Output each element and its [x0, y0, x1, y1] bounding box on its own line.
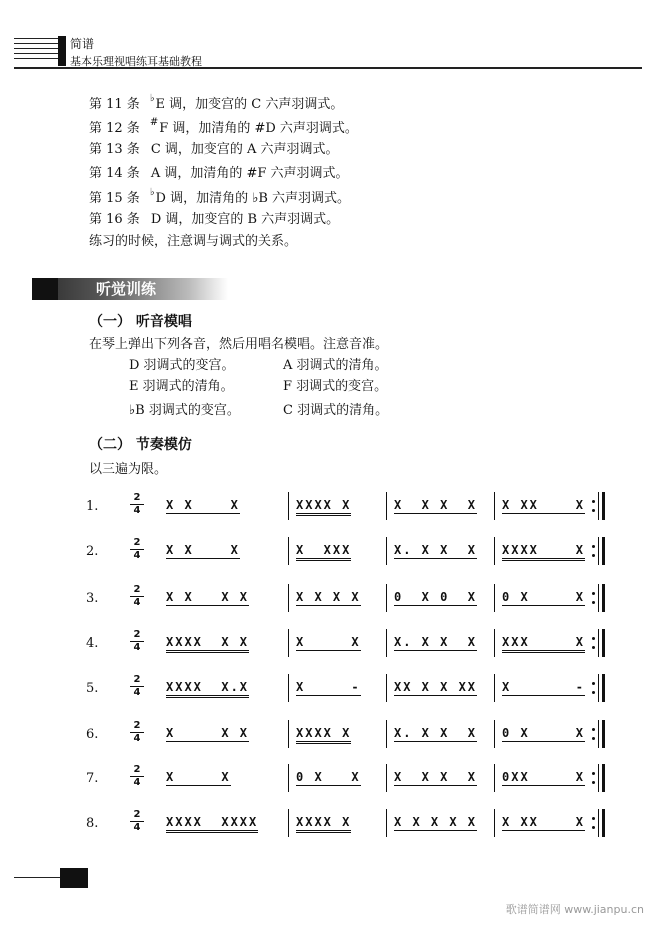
- exercise-11: 第 11 条 ♭E 调，加变宫的 C 六声羽调式。: [89, 93, 344, 112]
- time-signature-top: 2: [133, 809, 141, 820]
- rhythm-measure-notes: X X X X: [166, 590, 250, 604]
- repeat-end-barline: [598, 674, 606, 702]
- rhythm-measure: [296, 680, 361, 694]
- barline: [386, 764, 387, 792]
- rhythm-measure: [502, 770, 585, 784]
- rhythm-measure: [502, 543, 585, 557]
- rhythm-measure: [394, 770, 477, 784]
- repeat-end-barline: [598, 809, 606, 837]
- rhythm-measure: [394, 680, 477, 694]
- rhythm-measure: [166, 635, 249, 649]
- rhythm-measure-notes: 0 X 0 X: [394, 590, 478, 604]
- rhythm-measure-notes: XXXX XXXX: [166, 815, 258, 833]
- time-signature-bottom: 4: [133, 822, 141, 833]
- rhythm-measure: [502, 635, 585, 649]
- barline: [386, 537, 387, 565]
- rhythm-measure-notes: X X: [296, 635, 361, 649]
- barline: [288, 674, 289, 702]
- time-signature-bottom: 4: [133, 505, 141, 516]
- rhythm-measure: [166, 590, 249, 604]
- part1-heading: （一） 听音模唱: [89, 314, 192, 330]
- rhythm-measure: [394, 815, 477, 829]
- rhythm-measure-notes: X X X X: [296, 590, 361, 604]
- time-signature-top: 2: [133, 584, 141, 595]
- header-block: [58, 36, 66, 66]
- rhythm-measure-notes: XXXX X.X: [166, 680, 249, 698]
- rhythm-measure: [296, 498, 351, 512]
- rhythm-measure: [394, 543, 477, 557]
- rhythm-measure-notes: XXXX X X: [166, 635, 249, 653]
- rhythm-measure-notes: X X X: [166, 543, 240, 557]
- footer-rule: [14, 877, 60, 878]
- rhythm-measure: [166, 726, 249, 740]
- rhythm-measure-notes: X. X X X: [394, 726, 478, 740]
- time-signature-bottom: 4: [133, 642, 141, 653]
- rhythm-measure-notes: 0 X X: [502, 590, 586, 604]
- header-decoration: [14, 38, 58, 63]
- repeat-end-barline: [598, 584, 606, 612]
- rhythm-measure: [502, 498, 585, 512]
- rhythm-row-number: 6.: [86, 727, 99, 742]
- rhythm-measure: [166, 498, 240, 512]
- rhythm-measure-notes: X X X X X: [394, 815, 478, 829]
- repeat-end-barline: [598, 629, 606, 657]
- rhythm-row-number: 3.: [86, 591, 99, 606]
- rhythm-measure: [296, 815, 351, 829]
- barline: [494, 584, 495, 612]
- rhythm-measure-notes: X -: [502, 680, 586, 694]
- repeat-end-barline: [598, 492, 606, 520]
- rhythm-row-number: 8.: [86, 816, 99, 831]
- rhythm-row-number: 4.: [86, 636, 99, 651]
- rhythm-measure-notes: 0 X X: [296, 770, 361, 784]
- time-signature-top: 2: [133, 492, 141, 503]
- barline: [288, 720, 289, 748]
- part2-heading: （二） 节奏模仿: [89, 437, 192, 453]
- barline: [386, 629, 387, 657]
- watermark: 歌谱简谱网 www.jianpu.cn: [505, 903, 644, 916]
- time-signature: [130, 538, 144, 561]
- repeat-end-barline: [598, 764, 606, 792]
- part1-item: ♭B 羽调式的变宫。: [129, 403, 240, 418]
- rhythm-row-number: 5.: [86, 681, 99, 696]
- time-signature: [130, 721, 144, 744]
- footer-block: [60, 868, 88, 888]
- time-signature-top: 2: [133, 764, 141, 775]
- rhythm-measure: [296, 543, 351, 557]
- time-signature: [130, 810, 144, 833]
- time-signature-bottom: 4: [133, 733, 141, 744]
- rhythm-measure-notes: XXXX X: [296, 498, 351, 516]
- barline: [386, 720, 387, 748]
- time-signature-bottom: 4: [133, 777, 141, 788]
- barline: [494, 764, 495, 792]
- time-signature-bottom: 4: [133, 550, 141, 561]
- rhythm-row-number: 1.: [86, 499, 99, 514]
- header-title: 简谱: [70, 37, 95, 51]
- rhythm-measure: [502, 815, 585, 829]
- time-signature-bottom: 4: [133, 597, 141, 608]
- part2-instruction: 以三遍为限。: [89, 462, 168, 477]
- rhythm-measure-notes: X XX X: [502, 498, 586, 512]
- time-signature-top: 2: [133, 537, 141, 548]
- rhythm-measure-notes: X. X X X: [394, 635, 478, 649]
- time-signature: [130, 765, 144, 788]
- rhythm-measure: [166, 770, 231, 784]
- barline: [288, 537, 289, 565]
- barline: [494, 492, 495, 520]
- rhythm-measure: [166, 680, 249, 694]
- part1-item: A 羽调式的清角。: [283, 358, 388, 373]
- rhythm-measure-notes: XXXX X: [296, 726, 351, 744]
- time-signature-top: 2: [133, 720, 141, 731]
- rhythm-measure-notes: XXXX X: [296, 815, 351, 833]
- barline: [288, 584, 289, 612]
- rhythm-measure-notes: X X: [166, 770, 231, 784]
- part1-item: C 羽调式的清角。: [283, 403, 389, 418]
- rhythm-row-number: 7.: [86, 771, 99, 786]
- rhythm-measure-notes: 0XX X: [502, 770, 586, 784]
- section-title: 听觉训练: [96, 280, 157, 298]
- barline: [386, 584, 387, 612]
- part1-item: E 羽调式的清角。: [129, 379, 234, 394]
- header-subtitle: 基本乐理视唱练耳基础教程: [70, 55, 202, 68]
- barline: [494, 674, 495, 702]
- practice-note: 练习的时候，注意调与调式的关系。: [89, 234, 298, 249]
- barline: [386, 674, 387, 702]
- rhythm-measure-notes: X X X: [166, 726, 250, 740]
- section-banner-mark: [32, 278, 58, 300]
- time-signature: [130, 675, 144, 698]
- time-signature: [130, 493, 144, 516]
- rhythm-measure: [166, 815, 258, 829]
- rhythm-measure: [296, 726, 351, 740]
- part1-item: D 羽调式的变宫。: [129, 358, 235, 373]
- barline: [288, 629, 289, 657]
- time-signature-top: 2: [133, 629, 141, 640]
- repeat-end-barline: [598, 720, 606, 748]
- rhythm-measure-notes: X. X X X: [394, 543, 478, 557]
- barline: [386, 809, 387, 837]
- barline: [288, 492, 289, 520]
- exercise-12: 第 12 条 #F 调，加清角的 #D 六声羽调式。: [89, 117, 358, 136]
- exercise-16: 第 16 条 D 调，加变宫的 B 六声羽调式。: [89, 212, 340, 227]
- rhythm-measure-notes: X X X X: [394, 770, 478, 784]
- rhythm-measure-notes: X X X: [166, 498, 240, 512]
- time-signature: [130, 585, 144, 608]
- part1-instruction: 在琴上弹出下列各音，然后用唱名模唱。注意音准。: [89, 337, 389, 352]
- rhythm-measure: [296, 635, 361, 649]
- rhythm-measure-notes: XX X X XX: [394, 680, 478, 694]
- exercise-15: 第 15 条 ♭D 调，加清角的 ♭B 六声羽调式。: [89, 187, 351, 206]
- rhythm-measure-notes: XXXX X: [502, 543, 585, 561]
- rhythm-measure: [166, 543, 240, 557]
- barline: [494, 537, 495, 565]
- barline: [386, 492, 387, 520]
- rhythm-measure: [502, 590, 585, 604]
- rhythm-measure: [394, 635, 477, 649]
- barline: [494, 629, 495, 657]
- rhythm-measure-notes: X XX X: [502, 815, 586, 829]
- barline: [288, 809, 289, 837]
- rhythm-row-number: 2.: [86, 544, 99, 559]
- rhythm-measure-notes: X X X X: [394, 498, 478, 512]
- rhythm-measure: [502, 680, 585, 694]
- rhythm-measure-notes: X XXX: [296, 543, 351, 561]
- barline: [494, 809, 495, 837]
- time-signature-bottom: 4: [133, 687, 141, 698]
- rhythm-measure-notes: 0 X X: [502, 726, 586, 740]
- time-signature: [130, 630, 144, 653]
- rhythm-measure: [394, 590, 477, 604]
- rhythm-measure-notes: X -: [296, 680, 361, 694]
- barline: [494, 720, 495, 748]
- rhythm-measure: [296, 590, 361, 604]
- exercise-14: 第 14 条 A 调，加清角的 #F 六声羽调式。: [89, 166, 349, 181]
- rhythm-measure-notes: XXX X: [502, 635, 585, 653]
- rhythm-measure: [296, 770, 361, 784]
- exercise-13: 第 13 条 C 调，加变宫的 A 六声羽调式。: [89, 142, 339, 157]
- rhythm-measure: [394, 726, 477, 740]
- barline: [288, 764, 289, 792]
- time-signature-top: 2: [133, 674, 141, 685]
- repeat-end-barline: [598, 537, 606, 565]
- part1-item: F 羽调式的变宫。: [283, 379, 388, 394]
- rhythm-measure: [502, 726, 585, 740]
- rhythm-measure: [394, 498, 477, 512]
